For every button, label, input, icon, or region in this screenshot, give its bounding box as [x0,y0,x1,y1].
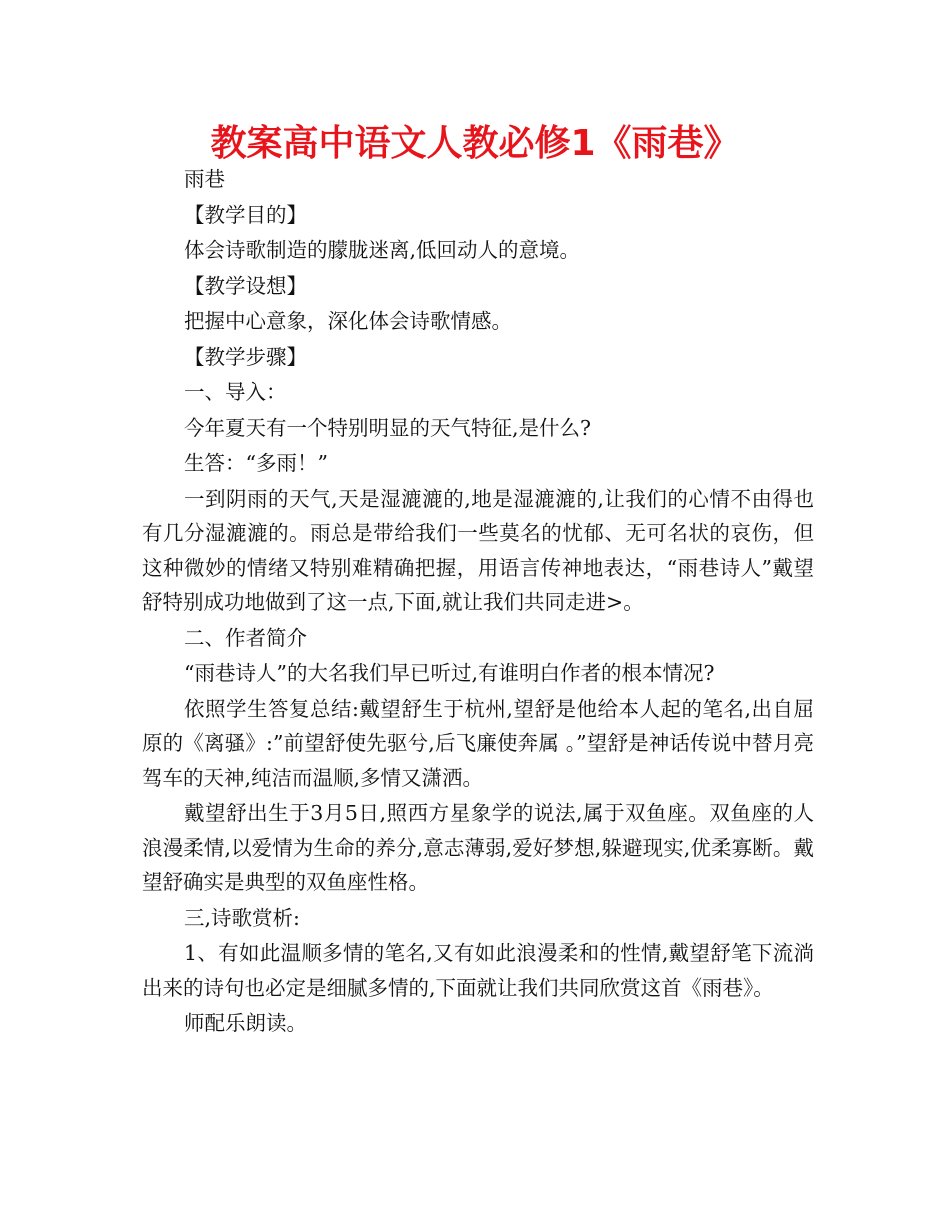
paragraph: 一、导入： [184,380,287,404]
paragraph-subtitle: 雨巷 [184,167,225,191]
section-heading-analysis: 三,诗歌赏析: [184,905,300,930]
paragraph: 体会诗歌制造的朦胧迷离,低回动人的意境。 [184,238,581,262]
section-heading-steps: 【教学步骤】 [184,344,307,369]
paragraph: 师配乐朗读。 [184,1011,307,1035]
document-title: 教案高中语文人教必修1《雨巷》 [210,123,740,164]
paragraph: 把握中心意象，深化体会诗歌情感。 [184,309,512,333]
paragraph: 生答：“多雨！” [184,451,328,475]
paragraph: 依照学生答复总结:戴望舒生于杭州,望舒是他给本人起的笔名,出自屈原的《离骚》:”前望舒使先驱兮,后飞廉使奔属 。”望舒是神话传说中替月亮驾车的天神,纯洁而温顺,多情又潇洒。 [142,696,814,790]
paragraph: “雨巷诗人”的大名我们早已听过,有谁明白作者的根本情况? [184,661,715,685]
paragraph: 戴望舒出生于3月5日,照西方星象学的说法,属于双鱼座。双鱼座的人浪漫柔情,以爱情为生命的养分,意志薄弱,爱好梦想,躲避现实,优柔寡断。戴望舒确实是典型的双鱼座性格。 [142,801,814,894]
section-heading-design: 【教学设想】 [184,273,307,298]
paragraph: 今年夏天有一个特别明显的天气特征,是什么? [184,415,592,440]
paragraph: 一到阴雨的天气,天是湿漉漉的,地是湿漉漉的,让我们的心情不由得也有几分湿漉漉的。雨总是带给我们一些莫名的忧郁、无可名状的哀伤，但这种微妙的情绪又特别难精确把握，用语言传神地表达，“雨巷诗人”戴望舒特别成功地做到了这一点,下面,就让我们共同走进>。 [142,486,814,614]
document-body [142,162,814,1042]
paragraph: 1、有如此温顺多情的笔名,又有如此浪漫柔和的性情,戴望舒笔下流淌出来的诗句也必定是细腻多情的,下面就让我们共同欣赏这首《雨巷》。 [142,941,814,1000]
section-heading-author: 二、作者简介 [184,625,307,650]
section-heading-objective: 【教学目的】 [184,202,307,227]
